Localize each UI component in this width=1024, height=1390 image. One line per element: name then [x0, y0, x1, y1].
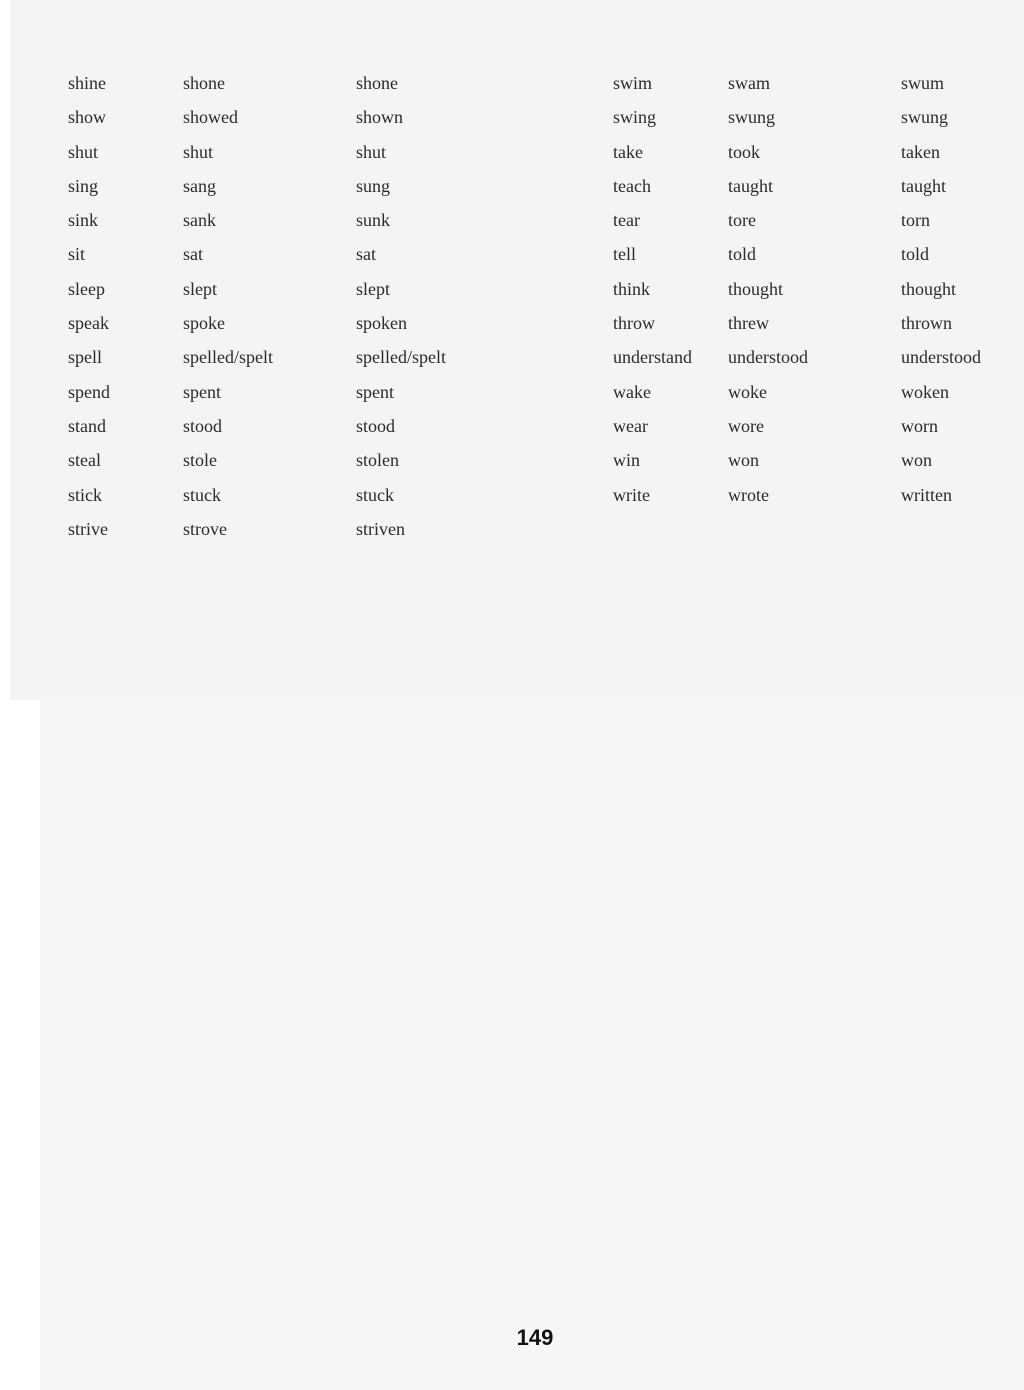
verb-past-participle: shown [356, 107, 404, 128]
verb-base-form: understand [613, 347, 692, 368]
verb-past-participle: understood [901, 347, 981, 368]
verb-base-form: shine [68, 73, 106, 93]
verb-base-form: sit [68, 244, 86, 265]
page-number: 149 [516, 1325, 554, 1350]
verb-base-form: swing [613, 107, 657, 128]
verb-past-participle: stood [356, 415, 396, 436]
verb-past-participle: sung [356, 175, 391, 196]
verb-past-simple: understood [728, 347, 808, 368]
verb-past-simple: swung [728, 107, 776, 128]
verb-base-form: throw [613, 313, 655, 334]
verb-base-form: take [613, 141, 643, 162]
verb-base-form: sleep [68, 278, 105, 299]
verb-past-participle: stolen [356, 450, 399, 471]
verb-base-form: strive [68, 518, 108, 539]
verb-past-simple: sang [183, 175, 216, 196]
verb-base-form: spend [68, 381, 110, 402]
verb-past-simple: sank [183, 210, 216, 231]
verb-past-participle: taken [901, 141, 940, 162]
verb-past-simple: threw [728, 313, 769, 334]
verb-base-form: show [68, 107, 107, 128]
verb-base-form: speak [68, 313, 109, 334]
verb-past-simple: thought [728, 278, 784, 299]
verb-past-participle: striven [356, 518, 405, 539]
verb-past-simple: took [728, 141, 761, 162]
verb-past-participle: shut [356, 141, 387, 162]
verb-past-simple: spent [183, 381, 221, 402]
verb-past-participle: swung [901, 107, 949, 128]
verb-past-simple: wore [728, 415, 764, 436]
verb-base-form: wake [613, 381, 651, 402]
verb-past-participle: won [901, 450, 932, 471]
verb-past-simple: told [728, 244, 757, 265]
page-paper-upper [10, 0, 1024, 700]
verb-base-form: win [613, 450, 640, 471]
verb-base-form: stick [68, 484, 102, 505]
verb-past-simple: spelled/spelt [183, 347, 273, 368]
verb-past-simple: woke [728, 381, 767, 402]
verb-past-participle: spent [356, 381, 394, 402]
verb-base-form: sink [68, 210, 99, 231]
verb-base-form: tell [613, 244, 636, 265]
verb-base-form: write [613, 484, 650, 505]
verb-past-simple: shut [183, 141, 214, 162]
verb-past-participle: thought [901, 278, 957, 299]
verb-past-simple: taught [728, 175, 773, 196]
verb-past-participle: worn [901, 415, 938, 436]
verb-past-simple: spoke [183, 313, 225, 334]
verb-past-participle: torn [901, 210, 930, 231]
verb-past-simple: won [728, 450, 759, 471]
verb-past-participle: sat [356, 244, 376, 265]
verb-past-participle: shone [356, 73, 398, 93]
verb-past-simple: swam [728, 73, 770, 93]
verb-past-simple: stood [183, 415, 223, 436]
verb-base-form: think [613, 278, 651, 299]
verb-past-simple: wrote [728, 484, 769, 505]
verb-past-participle: sunk [356, 210, 391, 231]
verb-base-form: wear [613, 415, 648, 436]
verb-past-participle: spoken [356, 313, 407, 334]
verb-past-participle: stuck [356, 484, 394, 505]
verb-base-form: shut [68, 141, 99, 162]
verb-base-form: stand [68, 415, 106, 436]
verb-past-simple: strove [183, 518, 227, 539]
verb-past-simple: slept [183, 278, 217, 299]
verb-past-participle: woken [901, 381, 949, 402]
verb-past-participle: slept [356, 278, 390, 299]
verb-base-form: sing [68, 175, 99, 196]
verb-past-participle: written [901, 484, 952, 505]
verb-past-participle: spelled/spelt [356, 347, 446, 368]
verb-base-form: spell [68, 347, 102, 368]
verb-past-simple: stuck [183, 484, 221, 505]
verb-past-participle: told [901, 244, 930, 265]
verb-past-participle: thrown [901, 313, 952, 334]
verb-base-form: swim [613, 73, 653, 93]
verb-base-form: teach [613, 175, 651, 196]
verb-past-simple: showed [183, 107, 238, 128]
verb-past-simple: sat [183, 244, 203, 265]
verb-past-participle: swum [901, 73, 945, 93]
verb-past-simple: tore [728, 210, 756, 231]
verb-past-simple: shone [183, 73, 225, 93]
verb-past-simple: stole [183, 450, 217, 471]
verb-base-form: steal [68, 450, 101, 471]
verb-base-form: tear [613, 210, 640, 231]
page-paper-lower [40, 700, 1024, 1390]
verb-past-participle: taught [901, 175, 946, 196]
